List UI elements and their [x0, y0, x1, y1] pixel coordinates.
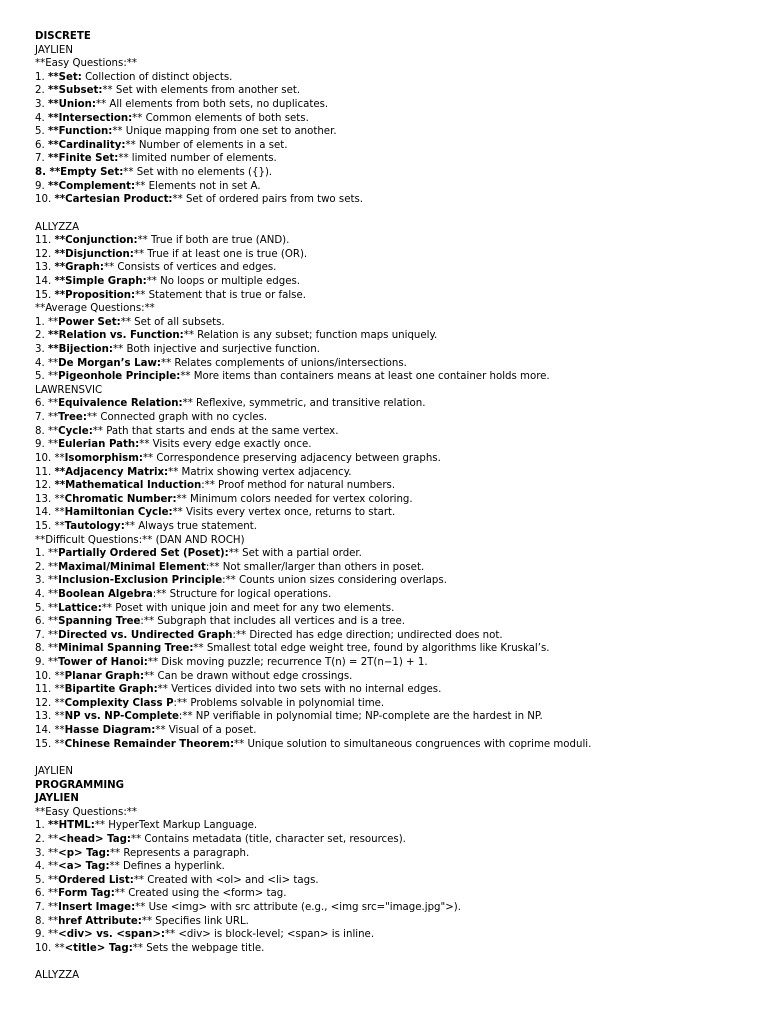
text-run: ** Minimum colors needed for vertex coloring.	[176, 493, 413, 505]
text-line	[35, 915, 755, 929]
text-run: ** Relates complements of unions/intersections.	[160, 357, 407, 369]
text-run: :** Not smaller/larger than others in poset.	[205, 561, 425, 573]
bold-text-run: **Relation vs. Function:	[47, 330, 184, 342]
text-line	[35, 833, 755, 847]
bold-text-run: **Mathematical Induction	[54, 480, 202, 492]
text-run: ** Vertices divided into two sets with no internal edges.	[157, 684, 442, 696]
bold-text-run: Ordered List:	[58, 874, 134, 886]
text-run: 2.	[35, 330, 48, 342]
text-line	[35, 234, 755, 248]
text-run: 1.	[35, 820, 48, 832]
text-run: 5. **	[35, 874, 59, 886]
text-line	[35, 779, 755, 793]
text-run: ** All elements from both sets, no duplicates.	[95, 99, 329, 111]
bold-text-run: Maximal/Minimal Element	[58, 561, 206, 573]
text-run: ** Visual of a poset.	[155, 725, 257, 737]
text-run: ** Matrix showing vertex adjacency.	[168, 466, 352, 478]
text-run: 6. **	[35, 888, 59, 900]
text-line	[35, 289, 755, 303]
text-run: 2. **	[35, 833, 59, 845]
text-run: ALLYZZA	[35, 221, 80, 233]
text-line	[35, 302, 755, 316]
text-run: ** Poset with unique join and meet for any two elements.	[101, 602, 395, 614]
text-run: ** Relation is any subset; function maps uniquely.	[183, 330, 438, 342]
text-run: ** Represents a paragraph.	[109, 847, 250, 859]
text-run: **Difficult Questions:** (DAN AND ROCH)	[35, 534, 245, 546]
text-line	[35, 629, 755, 643]
bold-text-run: <title> Tag:	[64, 942, 133, 954]
text-line	[35, 656, 755, 670]
bold-text-run: **Intersection:	[47, 112, 133, 124]
text-run: Collection of distinct objects.	[81, 71, 233, 83]
bold-text-run: Chromatic Number:	[64, 493, 177, 505]
text-run: 4. **	[35, 588, 59, 600]
bold-text-run: Partially Ordered Set (Poset):	[58, 548, 229, 560]
text-run: ** Both injective and surjective function.	[113, 344, 320, 356]
bold-text-run: Complexity Class P	[64, 697, 174, 709]
bold-text-run: Eulerian Path:	[58, 439, 140, 451]
bold-text-run: href Attribute:	[58, 915, 142, 927]
bold-text-run: **Adjacency Matrix:	[54, 466, 169, 478]
bold-text-run: Isomorphism:	[64, 452, 143, 464]
text-run: ** Use <img> with src attribute (e.g., <img src="image.jpg">).	[135, 902, 461, 913]
text-line	[35, 670, 755, 684]
text-run: **Easy Questions:**	[35, 806, 137, 818]
text-line	[35, 860, 755, 874]
text-run: 13. **	[35, 493, 65, 505]
text-run: 5. **	[35, 371, 59, 383]
text-run: ** Defines a hyperlink.	[109, 861, 225, 873]
text-run: 14. **	[35, 725, 65, 737]
text-run: JAYLIEN	[35, 44, 73, 56]
text-line	[35, 574, 755, 588]
bold-text-run: <head> Tag:	[58, 833, 131, 845]
text-run: ** Always true statement.	[124, 520, 257, 532]
text-run: **Average Questions:**	[35, 303, 155, 315]
text-run: 1. **	[35, 316, 59, 328]
text-line	[35, 969, 755, 983]
text-run: ** Unique solution to simultaneous congruences with coprime moduli.	[234, 738, 592, 750]
text-run: 11. **	[35, 684, 65, 696]
bold-text-run: **Disjunction:	[54, 248, 134, 260]
bold-text-run: JAYLIEN	[35, 793, 79, 805]
text-line	[35, 942, 755, 956]
text-run: 4. **	[35, 861, 59, 873]
text-line	[35, 792, 755, 806]
bold-text-run: <p> Tag:	[58, 847, 110, 859]
text-run: 8. **	[35, 425, 59, 437]
text-line	[35, 166, 755, 180]
text-run: ** Created with <ol> and <li> tags.	[133, 874, 319, 886]
text-line	[35, 765, 755, 779]
text-run: **Easy Questions:**	[35, 58, 137, 70]
text-run: ** Consists of vertices and edges.	[104, 262, 277, 274]
text-run: ** Disk moving puzzle; recurrence T(n) = 2T(n−1) + 1.	[147, 657, 428, 669]
bold-text-run: **Proposition:	[54, 289, 136, 301]
bold-text-run: Pigeonhole Principle:	[58, 371, 181, 383]
bold-text-run: DISCRETE	[35, 31, 91, 42]
bold-text-run: Bipartite Graph:	[64, 684, 158, 696]
text-run: ALLYZZA	[35, 970, 80, 982]
text-run: 11.	[35, 466, 55, 478]
text-run: ** No loops or multiple edges.	[146, 275, 301, 287]
bold-text-run: **HTML:	[47, 820, 95, 832]
text-run: ** Path that starts and ends at the same vertex.	[92, 425, 339, 437]
text-run: ** Sets the webpage title.	[132, 942, 265, 954]
text-run: :** Structure for logical operations.	[152, 588, 332, 600]
text-run: :** NP verifiable in polynomial time; NP-complete are the hardest in NP.	[178, 711, 543, 723]
text-run: ** Connected graph with no cycles.	[86, 412, 268, 424]
text-line	[35, 520, 755, 534]
text-run: 6. **	[35, 398, 59, 410]
text-run: ** Common elements of both sets.	[132, 112, 309, 124]
text-run: 3. **	[35, 847, 59, 859]
bold-text-run: PROGRAMMING	[35, 779, 125, 791]
blank-line	[35, 751, 755, 765]
text-line	[35, 901, 755, 915]
text-run: ** Visits every vertex once, returns to start.	[172, 507, 396, 519]
bold-text-run: **Function:	[47, 126, 113, 138]
text-line	[35, 466, 755, 480]
text-run: ** Specifies link URL.	[141, 915, 249, 927]
text-run: ** Reflexive, symmetric, and transitive relation.	[182, 398, 426, 410]
text-run: 7.	[35, 153, 48, 165]
text-line	[35, 275, 755, 289]
text-line	[35, 44, 755, 58]
text-run: ** True if both are true (AND).	[137, 235, 290, 247]
text-run: ** Contains metadata (title, character set, resources).	[130, 833, 406, 845]
bold-text-run: **Cartesian Product:	[54, 194, 173, 206]
bold-text-run: **Set:	[47, 71, 82, 83]
text-run: 9. **	[35, 929, 59, 941]
text-run: 10. **	[35, 452, 65, 464]
text-line	[35, 615, 755, 629]
bold-text-run: <a> Tag:	[58, 861, 110, 873]
text-line	[35, 928, 755, 942]
text-run: :** Proof method for natural numbers.	[201, 480, 396, 492]
bold-text-run: **Graph:	[54, 262, 104, 274]
text-run: ** Statement that is true or false.	[135, 289, 306, 301]
text-run: 12.	[35, 248, 55, 260]
bold-text-run: Boolean Algebra	[58, 588, 153, 600]
text-run: 3. **	[35, 575, 59, 587]
text-run: 10. **	[35, 942, 65, 954]
text-run: 13.	[35, 262, 55, 274]
text-line	[35, 683, 755, 697]
text-run: 4. **	[35, 357, 59, 369]
text-line	[35, 534, 755, 548]
text-line	[35, 642, 755, 656]
text-run: 15. **	[35, 738, 65, 750]
text-line	[35, 547, 755, 561]
text-line	[35, 221, 755, 235]
text-run: 6. **	[35, 616, 59, 628]
blank-line	[35, 955, 755, 969]
bold-text-run: Equivalence Relation:	[58, 398, 183, 410]
text-line	[35, 384, 755, 398]
bold-text-run: Minimal Spanning Tree:	[58, 643, 194, 655]
bold-text-run: Spanning Tree	[58, 616, 141, 628]
text-run: ** HyperText Markup Language.	[94, 820, 258, 832]
bold-text-run: Hasse Diagram:	[64, 725, 156, 737]
text-run: 3.	[35, 99, 48, 111]
text-run: 12.	[35, 480, 55, 492]
text-line	[35, 316, 755, 330]
document-body	[35, 30, 755, 983]
text-line	[35, 357, 755, 371]
text-run: 5. **	[35, 602, 59, 614]
text-run: 7. **	[35, 902, 59, 913]
text-line	[35, 125, 755, 139]
text-run: 1. **	[35, 548, 59, 560]
text-line	[35, 329, 755, 343]
text-line	[35, 370, 755, 384]
text-line	[35, 425, 755, 439]
text-run: 11.	[35, 235, 55, 247]
text-run: 6.	[35, 139, 48, 151]
text-run: ** True if at least one is true (OR).	[133, 248, 308, 260]
text-run: ** <div> is block-level; <span> is inline.	[164, 929, 375, 941]
text-line	[35, 112, 755, 126]
text-line	[35, 57, 755, 71]
text-run: 8. **	[35, 915, 59, 927]
text-run: ** Unique mapping from one set to another.	[112, 126, 337, 138]
text-run: 2. **	[35, 561, 59, 573]
text-run: ** Can be drawn without edge crossings.	[144, 670, 353, 682]
text-line	[35, 84, 755, 98]
text-run: :** Directed has edge direction; undirected does not.	[232, 629, 503, 641]
text-run: ** Set with no elements ({}).	[123, 167, 273, 179]
text-run: ** Smallest total edge weight tree, found by algorithms like Kruskal’s.	[193, 643, 550, 655]
text-line	[35, 248, 755, 262]
bold-text-run: Hamiltonian Cycle:	[64, 507, 173, 519]
text-line	[35, 806, 755, 820]
blank-line	[35, 207, 755, 221]
text-line	[35, 438, 755, 452]
text-run: 15.	[35, 289, 55, 301]
text-run: ** Correspondence preserving adjacency between graphs.	[142, 452, 441, 464]
bold-text-run: Cycle:	[58, 425, 93, 437]
text-run: ** limited number of elements.	[118, 153, 277, 165]
text-run: 4.	[35, 112, 48, 124]
bold-text-run: NP vs. NP-Complete	[64, 711, 179, 723]
text-run: 2.	[35, 85, 48, 97]
bold-text-run: 8. **Empty Set:	[35, 167, 124, 179]
text-run: 7. **	[35, 412, 59, 424]
text-run: ** Number of elements in a set.	[125, 139, 288, 151]
bold-text-run: Directed vs. Undirected Graph	[58, 629, 233, 641]
text-run: 5.	[35, 126, 48, 138]
bold-text-run: Chinese Remainder Theorem:	[64, 738, 235, 750]
text-line	[35, 493, 755, 507]
text-run: LAWRENSVIC	[35, 384, 103, 396]
bold-text-run: **Subset:	[47, 85, 103, 97]
text-run: :** Counts union sizes considering overlaps.	[222, 575, 447, 587]
text-run: 10.	[35, 194, 55, 206]
text-line	[35, 847, 755, 861]
bold-text-run: **Simple Graph:	[54, 275, 147, 287]
text-run: ** Set with a partial order.	[228, 548, 362, 560]
text-run: ** Set of all subsets.	[120, 316, 225, 328]
text-run: JAYLIEN	[35, 765, 73, 777]
text-run: 7. **	[35, 629, 59, 641]
text-run: ** Visits every edge exactly once.	[139, 439, 312, 451]
text-run: 13. **	[35, 711, 65, 723]
text-line	[35, 452, 755, 466]
bold-text-run: Tautology:	[64, 520, 125, 532]
bold-text-run: **Cardinality:	[47, 139, 126, 151]
text-line	[35, 561, 755, 575]
text-run: 15. **	[35, 520, 65, 532]
text-line	[35, 30, 755, 44]
text-line	[35, 98, 755, 112]
text-run: 1.	[35, 71, 48, 83]
text-line	[35, 710, 755, 724]
bold-text-run: <div> vs. <span>:	[58, 929, 165, 941]
text-run: 14. **	[35, 507, 65, 519]
text-run: 10. **	[35, 670, 65, 682]
text-run: ** Created using the <form> tag.	[114, 888, 287, 900]
text-run: 9. **	[35, 439, 59, 451]
text-line	[35, 724, 755, 738]
text-run: 9. **	[35, 657, 59, 669]
text-line	[35, 738, 755, 752]
bold-text-run: Planar Graph:	[64, 670, 145, 682]
text-line	[35, 887, 755, 901]
text-line	[35, 411, 755, 425]
text-line	[35, 819, 755, 833]
bold-text-run: Inclusion-Exclusion Principle	[58, 575, 223, 587]
text-line	[35, 588, 755, 602]
text-run: ** Set of ordered pairs from two sets.	[172, 194, 364, 206]
text-run: ** Elements not in set A.	[135, 180, 261, 192]
text-line	[35, 139, 755, 153]
text-line	[35, 193, 755, 207]
text-line	[35, 697, 755, 711]
bold-text-run: Form Tag:	[58, 888, 115, 900]
text-run: 8. **	[35, 643, 59, 655]
bold-text-run: **Union:	[47, 99, 96, 111]
text-run: ** More items than containers means at least one container holds more.	[180, 371, 550, 383]
text-run: :** Subgraph that includes all vertices and is a tree.	[140, 616, 405, 628]
text-line	[35, 261, 755, 275]
bold-text-run: Lattice:	[58, 602, 102, 614]
text-line	[35, 874, 755, 888]
text-line	[35, 152, 755, 166]
text-run: :** Problems solvable in polynomial time.	[173, 697, 385, 709]
text-run: 12. **	[35, 697, 65, 709]
bold-text-run: Tower of Hanoi:	[58, 657, 148, 669]
text-line	[35, 602, 755, 616]
text-line	[35, 180, 755, 194]
text-line	[35, 397, 755, 411]
text-run: ** Set with elements from another set.	[102, 85, 301, 97]
bold-text-run: **Bijection:	[47, 344, 114, 356]
bold-text-run: **Complement:	[47, 180, 136, 192]
text-line	[35, 71, 755, 85]
bold-text-run: Tree:	[58, 412, 87, 424]
text-run: 14.	[35, 275, 55, 287]
bold-text-run: **Conjunction:	[54, 235, 138, 247]
text-line	[35, 479, 755, 493]
bold-text-run: De Morgan’s Law:	[58, 357, 161, 369]
bold-text-run: Power Set:	[58, 316, 121, 328]
text-run: 3.	[35, 344, 48, 356]
text-line	[35, 506, 755, 520]
text-run: 9.	[35, 180, 48, 192]
text-line	[35, 343, 755, 357]
bold-text-run: **Finite Set:	[47, 153, 119, 165]
bold-text-run: Insert Image:	[58, 902, 136, 913]
